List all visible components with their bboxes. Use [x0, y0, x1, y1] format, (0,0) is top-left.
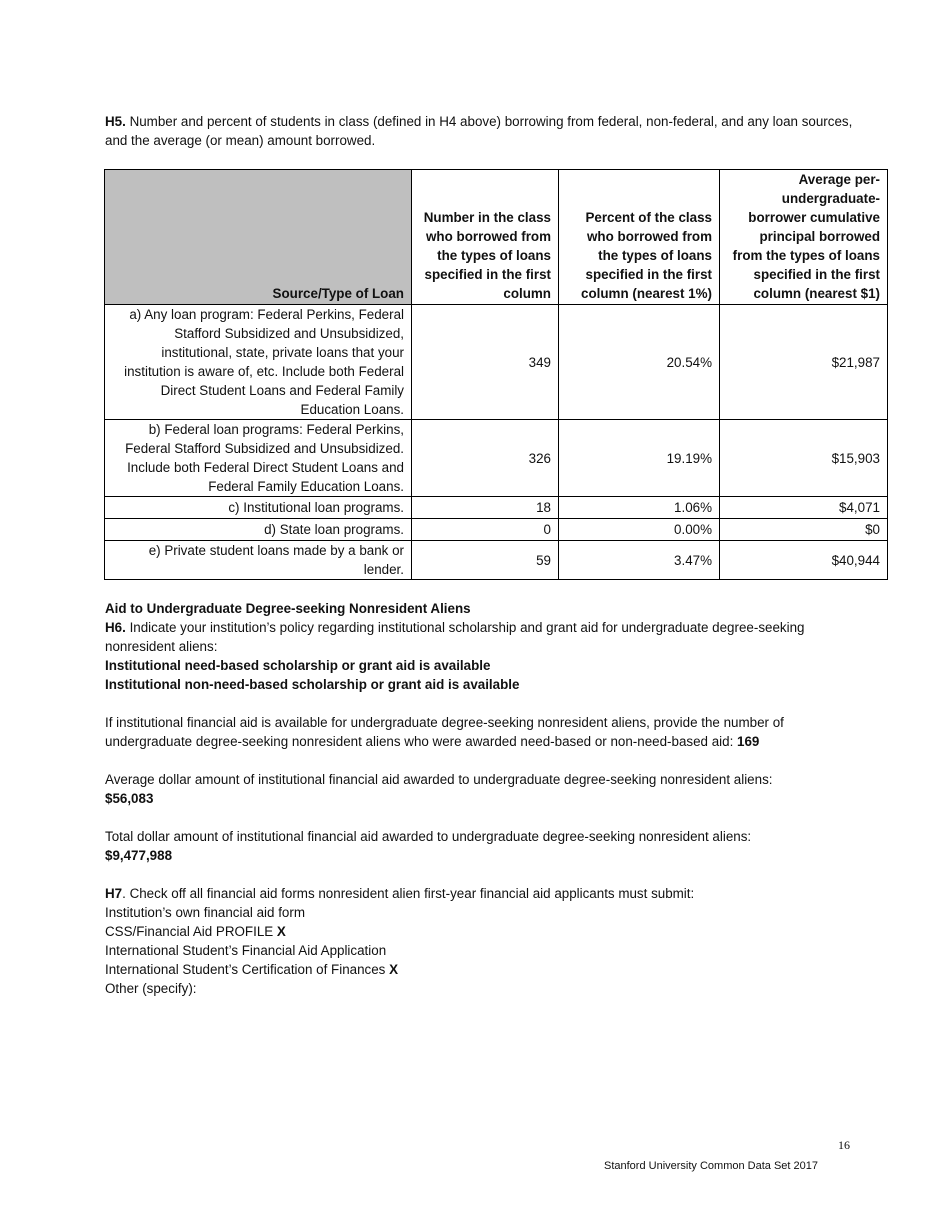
form-item	[105, 922, 865, 941]
form-name: International Student’s Certification of Finances	[105, 962, 390, 977]
row-average: $15,903	[720, 420, 888, 497]
form-name: International Student’s Financial Aid Application	[105, 943, 387, 958]
h7-label: H7	[105, 886, 123, 901]
form-check-mark: X	[276, 924, 286, 939]
row-number: 0	[412, 519, 559, 541]
row-source: a) Any loan program: Federal Perkins, Federal Stafford Subsidized and Unsubsidized, institutional, state, private loans that your institution is aware of, etc. Include both Federal Direct Student Loans and Federal Family Education Loans.	[105, 305, 412, 420]
row-average: $0	[720, 519, 888, 541]
table-row	[105, 541, 888, 580]
header-percent: Percent of the class who borrowed from the types of loans specified in the first column (nearest 1%)	[559, 170, 720, 305]
row-source: d) State loan programs.	[105, 519, 412, 541]
aid-heading: Aid to Undergraduate Degree-seeking Nonresident Aliens	[105, 601, 471, 616]
h6-question	[105, 618, 865, 656]
aid-count-paragraph	[105, 713, 865, 751]
row-percent: 3.47%	[559, 541, 720, 580]
row-percent: 1.06%	[559, 497, 720, 519]
footer-document-title: Stanford University Common Data Set 2017	[604, 1160, 818, 1172]
h6-text: Indicate your institution’s policy regarding institutional scholarship and grant aid for undergraduate degree-seeking nonresident aliens:	[105, 620, 805, 654]
aid-total-value: $9,477,988	[105, 848, 173, 863]
row-average: $21,987	[720, 305, 888, 420]
form-item	[105, 960, 865, 979]
form-item	[105, 979, 865, 998]
row-source: b) Federal loan programs: Federal Perkins, Federal Stafford Subsidized and Unsubsidized. Include both Federal Direct Student Loans and Federal Family Education Loans.	[105, 420, 412, 497]
h5-label: H5.	[105, 114, 126, 129]
table-row	[105, 519, 888, 541]
form-name: CSS/Financial Aid PROFILE	[105, 924, 277, 939]
form-item	[105, 941, 865, 960]
row-number: 349	[412, 305, 559, 420]
aid-total-text: Total dollar amount of institutional financial aid awarded to undergraduate degree-seeking nonresident aliens:	[105, 829, 752, 844]
form-name: Other (specify):	[105, 981, 197, 996]
aid-count-value: 169	[737, 734, 760, 749]
row-percent: 0.00%	[559, 519, 720, 541]
row-percent: 20.54%	[559, 305, 720, 420]
row-number: 18	[412, 497, 559, 519]
aid-total-paragraph	[105, 827, 865, 865]
aid-count-text: If institutional financial aid is available for undergraduate degree-seeking nonresident aliens, provide the number of undergraduate degree-seeking nonresident aliens who were awarded need-based or non-need-based aid:	[105, 715, 784, 749]
h7-question	[105, 884, 865, 903]
h7-section	[105, 884, 865, 998]
loan-table	[104, 169, 888, 580]
row-number: 326	[412, 420, 559, 497]
aid-average-value: $56,083	[105, 791, 154, 806]
h7-text: . Check off all financial aid forms nonresident alien first-year financial aid applicants must submit:	[122, 886, 695, 901]
form-check-mark: X	[389, 962, 399, 977]
header-number: Number in the class who borrowed from the types of loans specified in the first column	[412, 170, 559, 305]
table-row	[105, 305, 888, 420]
aid-average-text: Average dollar amount of institutional financial aid awarded to undergraduate degree-seeking nonresident aliens:	[105, 772, 773, 787]
policy-need-based: Institutional need-based scholarship or grant aid is available	[105, 658, 491, 673]
row-average: $4,071	[720, 497, 888, 519]
h5-question	[105, 112, 875, 150]
aid-average-paragraph	[105, 770, 865, 808]
row-number: 59	[412, 541, 559, 580]
row-source: e) Private student loans made by a bank or lender.	[105, 541, 412, 580]
table-row	[105, 420, 888, 497]
row-source: c) Institutional loan programs.	[105, 497, 412, 519]
h6-label: H6.	[105, 620, 126, 635]
table-row	[105, 497, 888, 519]
header-source: Source/Type of Loan	[105, 170, 412, 305]
h5-text: Number and percent of students in class (defined in H4 above) borrowing from federal, non-federal, and any loan sources, and the average (or mean) amount borrowed.	[105, 114, 853, 148]
form-name: Institution’s own financial aid form	[105, 905, 305, 920]
table-header-row	[105, 170, 888, 305]
form-item	[105, 903, 865, 922]
policy-non-need-based: Institutional non-need-based scholarship or grant aid is available	[105, 677, 520, 692]
h6-section	[105, 599, 865, 694]
row-average: $40,944	[720, 541, 888, 580]
page-number: 16	[838, 1138, 850, 1152]
header-average: Average per-undergraduate-borrower cumulative principal borrowed from the types of loans specified in the first column (nearest $1)	[720, 170, 888, 305]
row-percent: 19.19%	[559, 420, 720, 497]
